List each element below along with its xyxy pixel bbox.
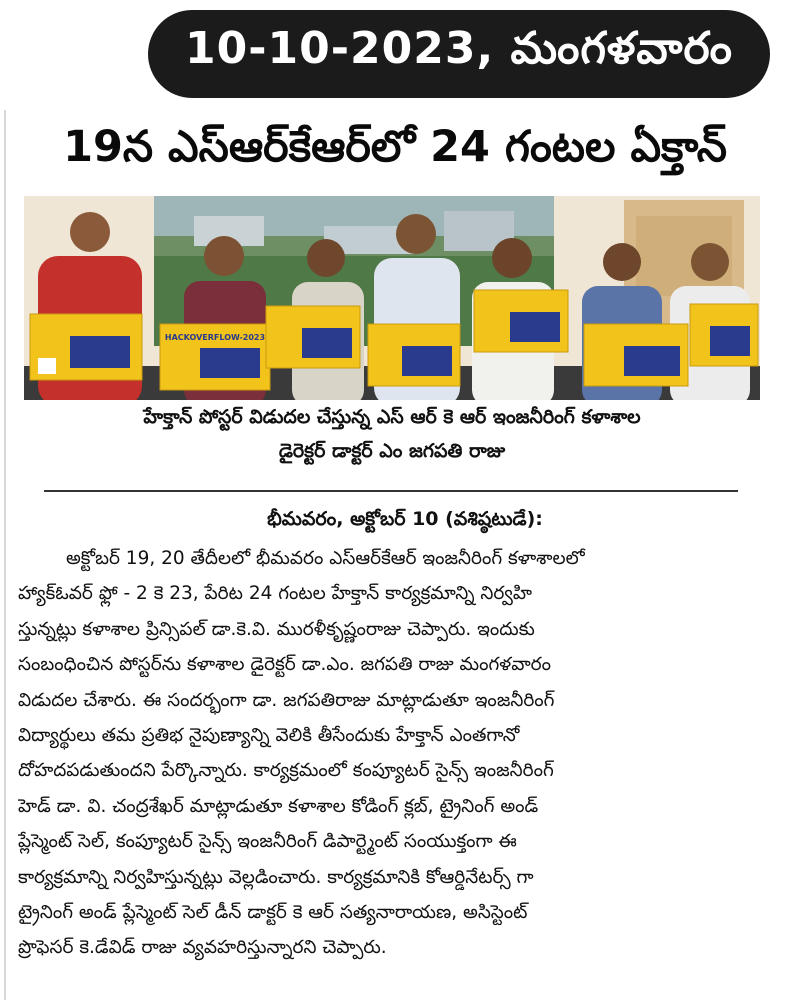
poster-title: HACKOVERFLOW-2023 <box>164 333 266 342</box>
body-line: ట్రైనింగ్ అండ్ ప్లేస్మెంట్ సెల్ డీన్ డాక్టర్ కె ఆర్ సత్యనారాయణ, అసిస్టెంట్ <box>18 901 528 923</box>
caption-line: హేక్తాన్ పోస్టర్ విడుదల చేస్తున్న ఎస్ ఆర్ కె ఆర్ ఇంజనీరింగ్ కళాశాల <box>143 406 641 428</box>
divider <box>44 490 738 492</box>
body-line: స్తున్నట్లు కళాశాల ప్రిన్సిపల్ డా.కె.వి. మురళీకృష్ణంరాజు చెప్పారు. ఇందుకు <box>18 618 535 640</box>
news-photo <box>24 196 760 406</box>
body-line: సంబంధించిన పోస్టర్‌ను కళాశాల డైరెక్టర్ డా.ఎం. జగపతి రాజు మంగళవారం <box>18 654 551 676</box>
photo-illustration <box>24 196 760 406</box>
date-banner: 10-10-2023, మంగళవారం <box>148 10 770 98</box>
body-line: దోహదపడుతుందని పేర్కొన్నారు. కార్యక్రమంలో కంప్యూటర్ సైన్స్ ఇంజనీరింగ్ <box>18 760 554 782</box>
body-line: విద్యార్థులు తమ ప్రతిభ నైపుణ్యాన్ని వెలికి తీసేందుకు హేక్తాన్ ఎంతగానో <box>18 724 520 746</box>
dateline: భీమవరం, అక్టోబర్ 10 (వశిష్ఠటుడే): <box>267 508 543 530</box>
body-line: అక్టోబర్ 19, 20 తేదీలలో భీమవరం ఎస్ఆర్‌కేఆర్ ఇంజనీరింగ్ కళాశాలలో <box>66 548 585 569</box>
body-line: విడుదల చేశారు. ఈ సందర్భంగా డా. జగపతిరాజు మాట్లాడుతూ ఇంజనీరింగ్ <box>18 689 555 711</box>
body-line: కార్యక్రమాన్ని నిర్వహిస్తున్నట్లు వెల్లడించారు. కార్యక్రమానికి కోఆర్డినేటర్స్ గా <box>18 866 534 888</box>
body-line: హెడ్ డా. వి. చంద్రశేఖర్ మాట్లాడుతూ కళాశాల కోడింగ్ క్లబ్, ట్రైనింగ్ అండ్ <box>18 795 539 817</box>
photo-caption <box>24 400 760 472</box>
body-line: ప్రొఫెసర్ కె.డేవిడ్ రాజు వ్యవహరిస్తున్నారని చెప్పారు. <box>18 937 387 959</box>
body-line: ప్లేస్మెంట్ సెల్, కంప్యూటర్ సైన్స్ ఇంజనీరింగ్ డిపార్ట్మెంట్ సంయుక్తంగా ఈ <box>18 831 517 853</box>
headline: 19న ఎస్ఆర్‌కేఆర్‌లో 24 గంటల ఏక్తాన్ <box>63 122 727 172</box>
caption-line: డైరెక్టర్ డాక్టర్ ఎం జగపతి రాజు <box>278 440 506 462</box>
column-rule <box>4 110 6 1000</box>
body-line: హ్యాక్ఓవర్ ఫ్లో - 2 కె 23, పేరిట 24 గంటల హేక్తాన్ కార్యక్రమాన్ని నిర్వహి <box>18 583 532 605</box>
article-body <box>18 541 774 966</box>
